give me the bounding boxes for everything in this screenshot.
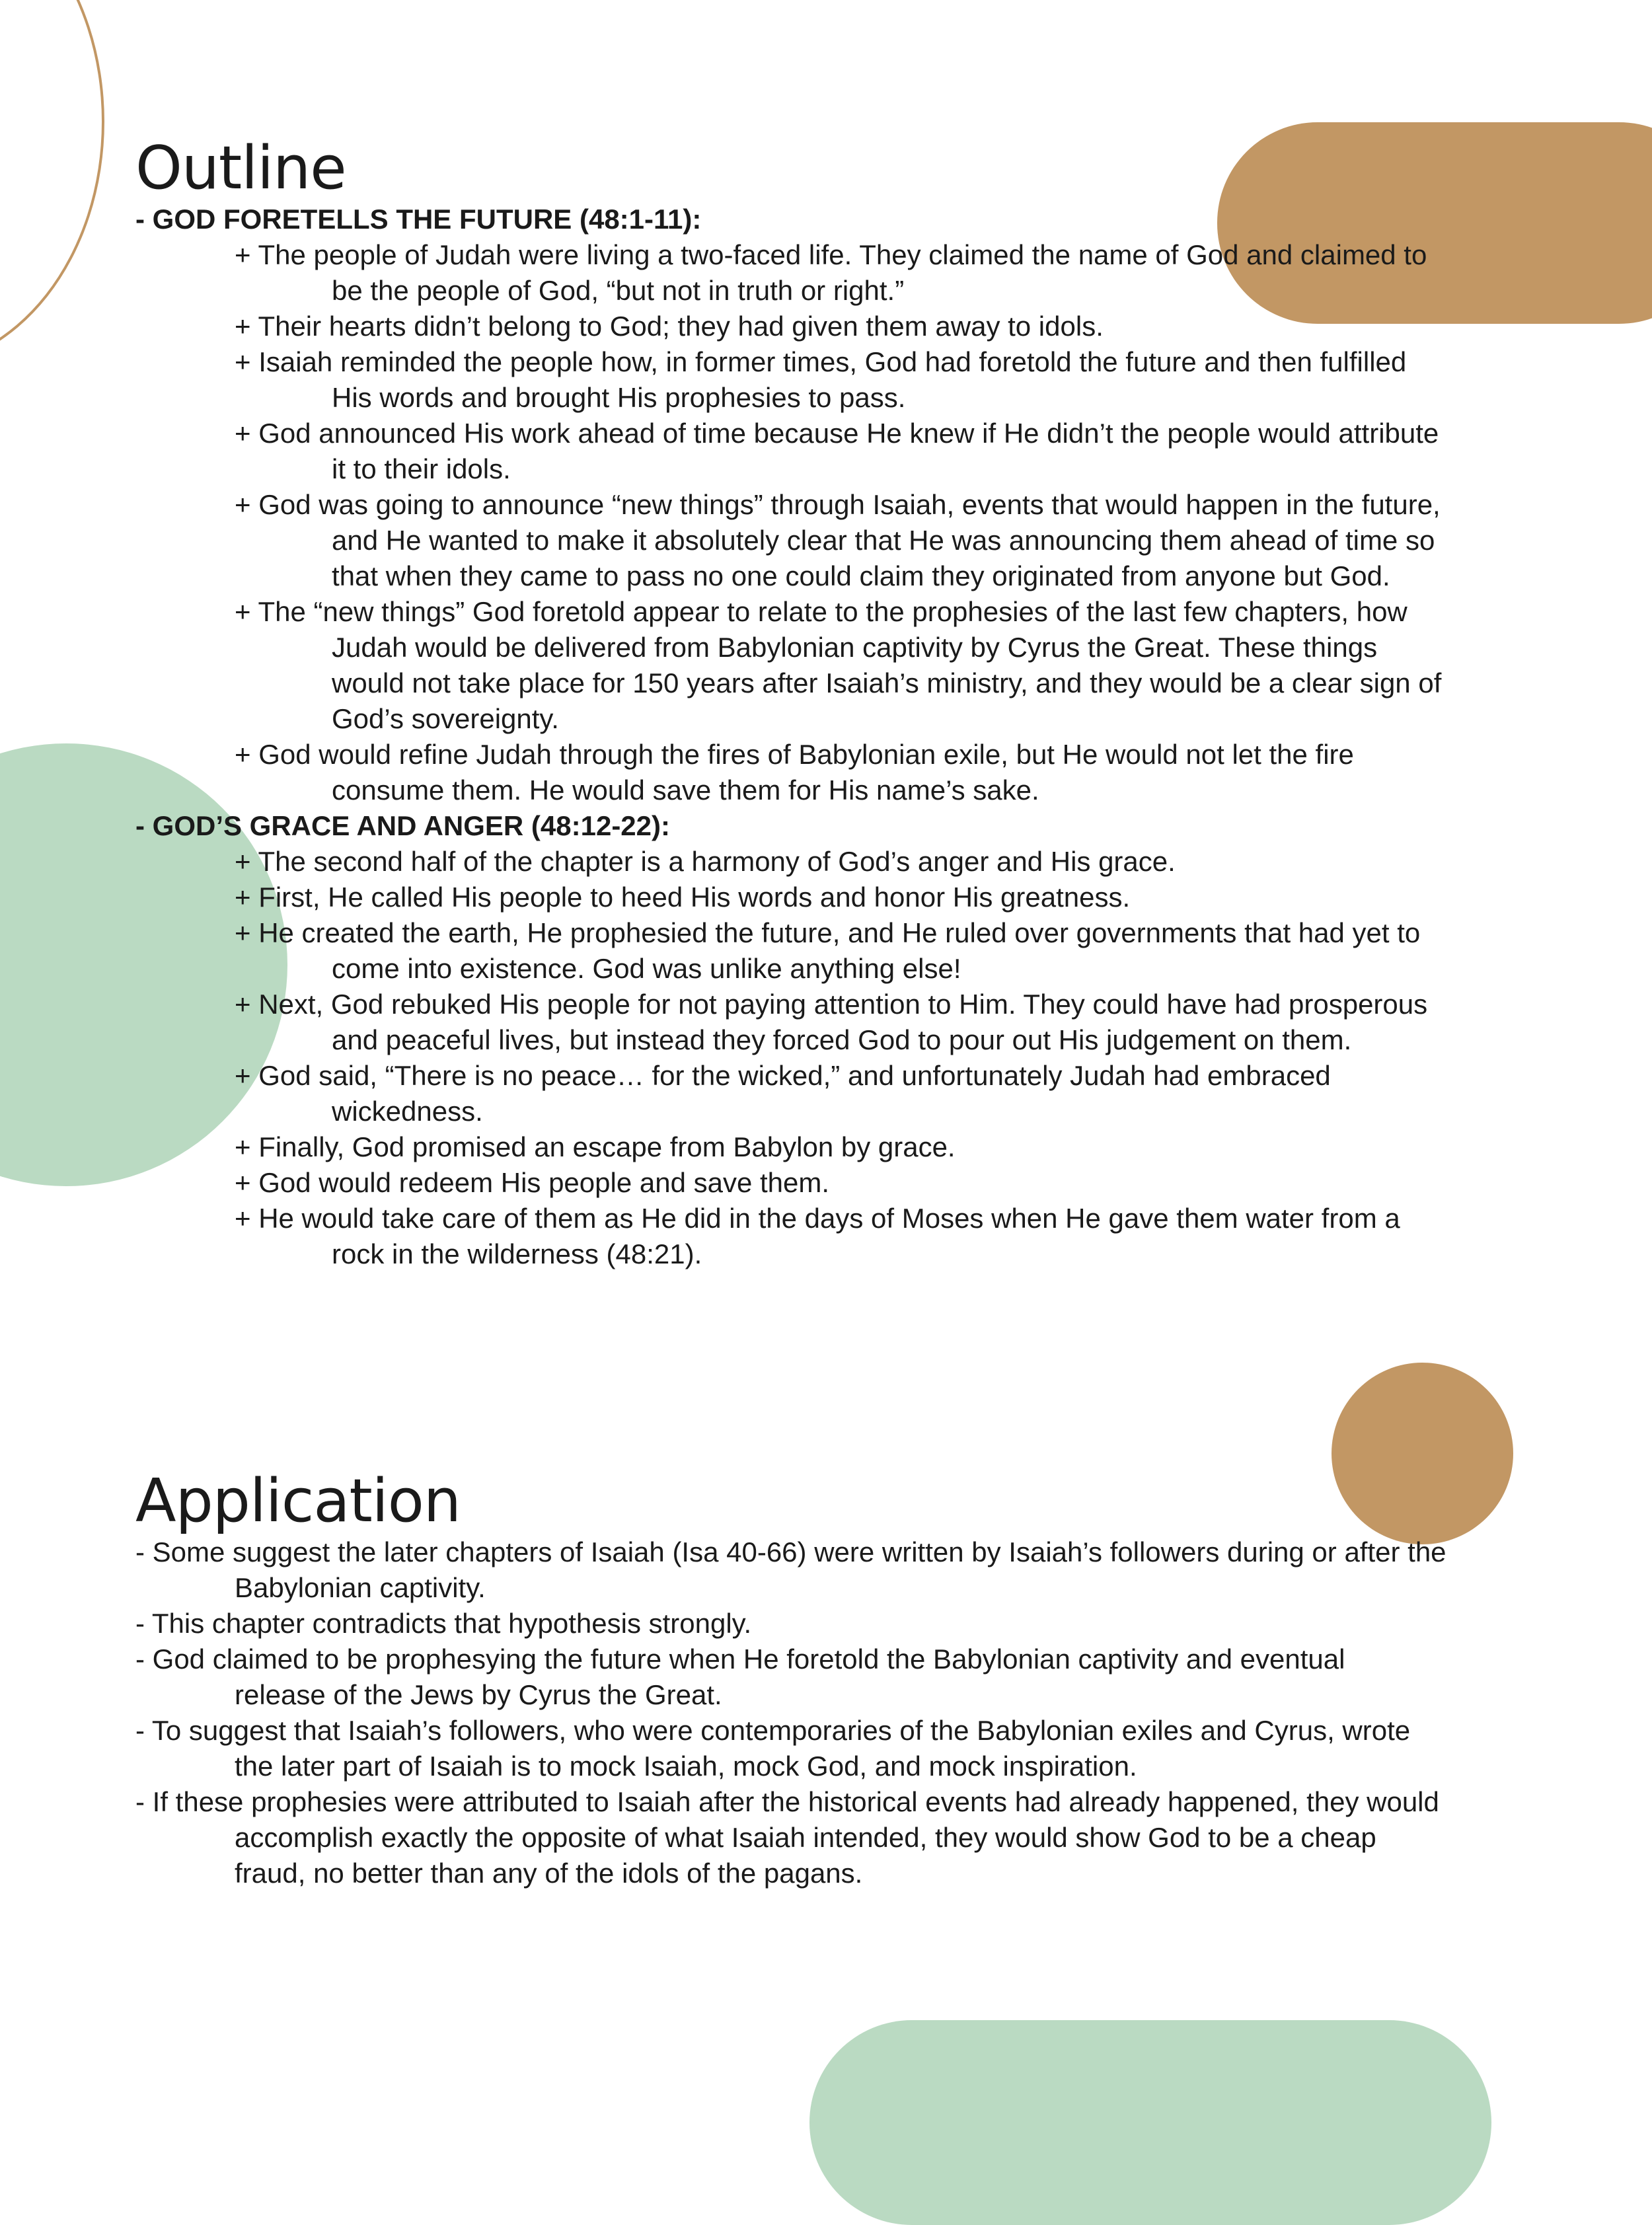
section-title: - GOD FORETELLS THE FUTURE (48:1-11): — [135, 204, 702, 235]
outline-point: + God would refine Judah through the fires of Babylonian exile, but He would not let the fire — [235, 739, 1354, 770]
application-point-continuation: fraud, no better than any of the idols of the pagans. — [235, 1858, 863, 1889]
decorative-green-pill — [809, 2020, 1491, 2225]
application-point: - To suggest that Isaiah’s followers, who were contemporaries of the Babylonian exiles and Cyrus, wrote — [135, 1715, 1411, 1746]
application-point: - This chapter contradicts that hypothesis strongly. — [135, 1608, 752, 1639]
outline-point: + God said, “There is no peace… for the wicked,” and unfortunately Judah had embraced — [235, 1060, 1331, 1091]
outline-point-continuation: wickedness. — [332, 1096, 483, 1127]
decorative-ring — [0, 0, 104, 369]
outline-point: + God was going to announce “new things” through Isaiah, events that would happen in the future, — [235, 489, 1441, 520]
outline-point: + The people of Judah were living a two-faced life. They claimed the name of God and claimed to — [235, 239, 1427, 270]
application-heading: Application — [135, 1466, 461, 1536]
outline-point-continuation: it to their idols. — [332, 453, 511, 484]
outline-heading: Outline — [135, 133, 346, 203]
outline-list — [135, 202, 1441, 1272]
outline-point-continuation: God’s sovereignty. — [332, 703, 559, 734]
application-point-continuation: release of the Jews by Cyrus the Great. — [235, 1679, 722, 1710]
outline-point: + Finally, God promised an escape from Babylon by grace. — [235, 1131, 956, 1162]
outline-point: + Next, God rebuked His people for not paying attention to Him. They could have had prosperous — [235, 989, 1428, 1020]
outline-point-continuation: consume them. He would save them for His name’s sake. — [332, 774, 1039, 806]
outline-point: + The “new things” God foretold appear to relate to the prophesies of the last few chapters, how — [235, 596, 1408, 627]
application-point: - Some suggest the later chapters of Isaiah (Isa 40-66) were written by Isaiah’s followers during or after the — [135, 1536, 1446, 1567]
outline-point: + God would redeem His people and save them. — [235, 1167, 830, 1198]
outline-point: + Their hearts didn’t belong to God; they had given them away to idols. — [235, 311, 1104, 342]
outline-point: + He would take care of them as He did in the days of Moses when He gave them water from a — [235, 1203, 1400, 1234]
section-title: - GOD’S GRACE AND ANGER (48:12-22): — [135, 810, 670, 841]
outline-point-continuation: that when they came to pass no one could claim they originated from anyone but God. — [332, 560, 1390, 591]
outline-point-continuation: rock in the wilderness (48:21). — [332, 1238, 702, 1269]
outline-point: + The second half of the chapter is a harmony of God’s anger and His grace. — [235, 846, 1176, 877]
outline-point-continuation: come into existence. God was unlike anything else! — [332, 953, 961, 984]
application-point-continuation: accomplish exactly the opposite of what Isaiah intended, they would show God to be a cheap — [235, 1822, 1376, 1853]
outline-point-continuation: His words and brought His prophesies to pass. — [332, 382, 906, 413]
outline-point-continuation: and peaceful lives, but instead they forced God to pour out His judgement on them. — [332, 1024, 1352, 1055]
application-list — [135, 1534, 1446, 1891]
application-point: - If these prophesies were attributed to Isaiah after the historical events had already happened, they would — [135, 1786, 1439, 1817]
outline-point: + First, He called His people to heed His words and honor His greatness. — [235, 882, 1131, 913]
outline-point: + He created the earth, He prophesied the future, and He ruled over governments that had yet to — [235, 917, 1421, 948]
outline-point: + Isaiah reminded the people how, in former times, God had foretold the future and then fulfilled — [235, 346, 1407, 377]
outline-point-continuation: be the people of God, “but not in truth or right.” — [332, 275, 905, 306]
application-point-continuation: Babylonian captivity. — [235, 1572, 486, 1603]
application-point-continuation: the later part of Isaiah is to mock Isaiah, mock God, and mock inspiration. — [235, 1751, 1137, 1782]
outline-point-continuation: would not take place for 150 years after Isaiah’s ministry, and they would be a clear sign of — [332, 667, 1442, 698]
outline-point-continuation: Judah would be delivered from Babylonian captivity by Cyrus the Great. These things — [332, 632, 1378, 663]
application-section — [135, 1468, 1446, 1891]
outline-section — [135, 135, 1441, 1272]
application-point: - God claimed to be prophesying the future when He foretold the Babylonian captivity and eventual — [135, 1643, 1345, 1675]
outline-point-continuation: and He wanted to make it absolutely clear that He was announcing them ahead of time so — [332, 525, 1435, 556]
outline-point: + God announced His work ahead of time because He knew if He didn’t the people would attribute — [235, 418, 1439, 449]
